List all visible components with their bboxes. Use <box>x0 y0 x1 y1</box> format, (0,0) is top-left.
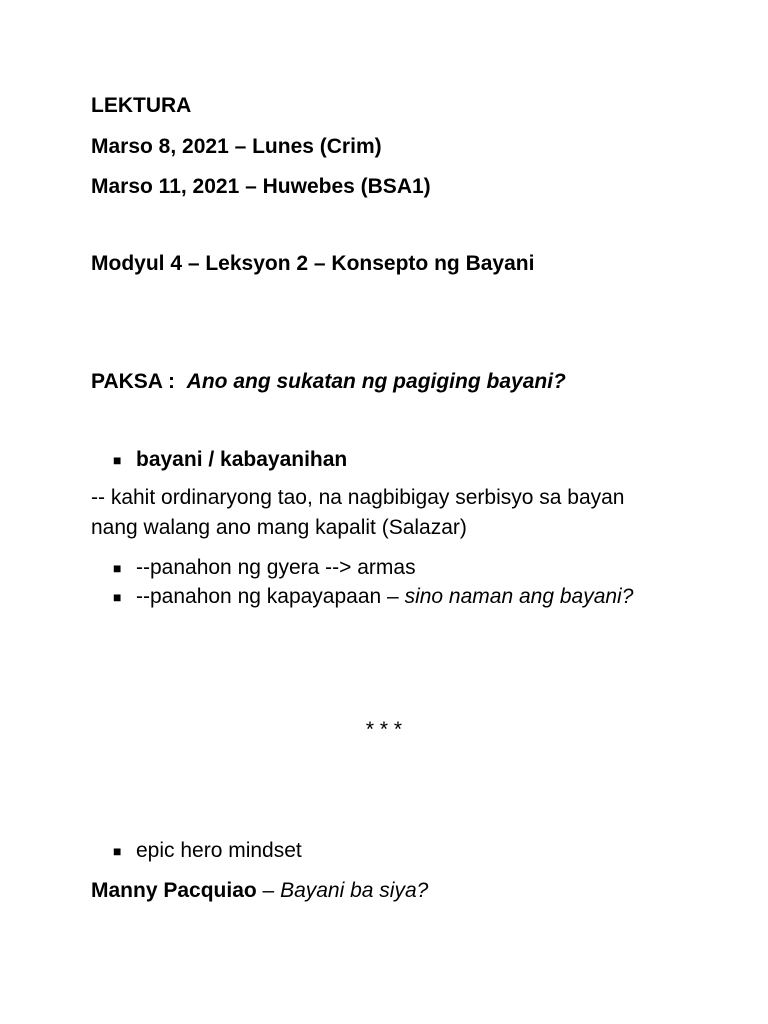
topic-question: Ano ang sukatan ng pagiging bayani? <box>186 370 566 393</box>
bullet-gyera-text: --panahon ng gyera --> armas <box>136 556 416 579</box>
pacquiao-name: Manny Pacquiao <box>91 879 257 902</box>
definition-line-1: -- kahit ordinaryong tao, na nagbibigay serbisyo sa bayan <box>91 486 625 509</box>
bullet-gyera <box>136 555 416 581</box>
bullet-kapayapaan <box>136 584 633 610</box>
date-line-crim: Marso 8, 2021 – Lunes (Crim) <box>91 135 382 158</box>
definition-line-2: nang walang ano mang kapalit (Salazar) <box>91 516 467 539</box>
topic-label: PAKSA : <box>91 370 175 393</box>
pacquiao-question: Bayani ba siya? <box>280 879 429 902</box>
lecture-title: LEKTURA <box>91 94 192 117</box>
module-heading: Modyul 4 – Leksyon 2 – Konsepto ng Bayani <box>91 252 535 275</box>
bullet-icon: ■ <box>113 843 122 859</box>
bullet-kapayapaan-text: --panahon ng kapayapaan – <box>136 585 405 608</box>
date-line-bsa1: Marso 11, 2021 – Huwebes (BSA1) <box>91 175 431 198</box>
pacquiao-line <box>91 878 428 904</box>
bullet-epic-hero: epic hero mindset <box>136 839 302 862</box>
bullet-icon: ■ <box>113 452 122 468</box>
bullet-icon: ■ <box>113 589 122 605</box>
bullet-bayani: bayani / kabayanihan <box>136 448 348 471</box>
bullet-icon: ■ <box>113 560 122 576</box>
bullet-kapayapaan-question: sino naman ang bayani? <box>404 585 634 608</box>
section-separator: * * * <box>365 718 403 741</box>
pacquiao-dash: – <box>256 879 281 902</box>
topic-line <box>91 369 566 395</box>
